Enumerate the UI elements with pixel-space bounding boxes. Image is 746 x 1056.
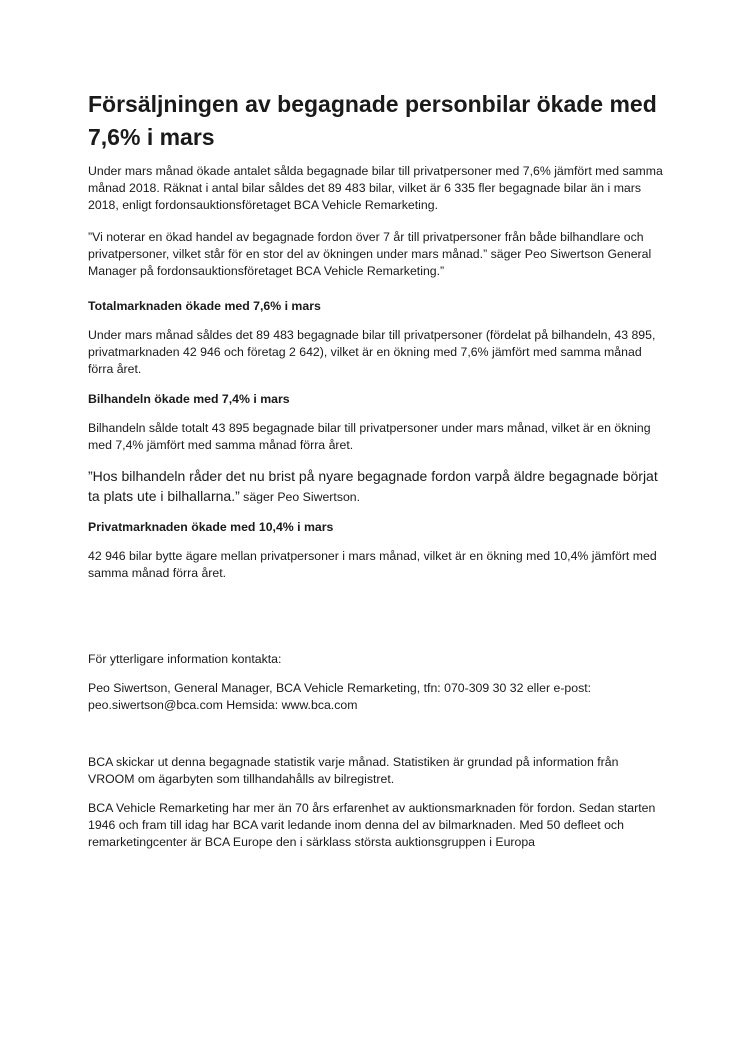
- quote-2-attribution: säger Peo Siwertson.: [239, 490, 361, 504]
- contact-details: Peo Siwertson, General Manager, BCA Vehicle Remarketing, tfn: 070-309 30 32 eller e-post: peo.siwertson@bca.com Hemsida: www.bca.com: [88, 681, 592, 712]
- section-heading-car-dealers: Bilhandeln ökade med 7,4% i mars: [88, 392, 290, 406]
- section-body-private-market: 42 946 bilar bytte ägare mellan privatpersoner i mars månad, vilket är en ökning med 10,4% jämfört med samma månad förra året.: [88, 549, 657, 580]
- section-body-total-market: Under mars månad såldes det 89 483 begagnade bilar till privatpersoner (fördelat på bilhandeln, 43 895, privatmarknaden 42 946 och företag 2 642), vilket är en ökning med 7,6% jämfört med samma månad förra året.: [88, 328, 656, 376]
- document-title: Försäljningen av begagnade personbilar ökade med 7,6% i mars: [88, 91, 657, 150]
- contact-heading: För ytterligare information kontakta:: [88, 652, 282, 666]
- intro-paragraph: Under mars månad ökade antalet sålda begagnade bilar till privatpersoner med 7,6% jämfört med samma månad 2018. Räknat i antal bilar såldes det 89 483 bilar, vilket är 6 335 fler begagnade bilar än i mars 2018, enligt fordonsauktionsföretaget BCA Vehicle Remarketing.: [88, 164, 663, 212]
- quote-paragraph-1: ”Vi noterar en ökad handel av begagnade fordon över 7 år till privatpersoner från både bilhandlare och privatpersoner, vilket står för en stor del av ökningen under mars månad.” säger Peo Siwertson General Manager på fordonsauktionsföretaget BCA Vehicle Remarketing.”: [88, 230, 652, 278]
- about-company-paragraph: BCA Vehicle Remarketing har mer än 70 års erfarenhet av auktionsmarknaden för fordon. Sedan starten 1946 och fram till idag har BCA varit ledande inom denna del av bilmarknaden. Med 50 defleet och remarketingcenter är BCA Europe den i särklass största auktionsgruppen i Europa: [88, 801, 656, 849]
- section-body-car-dealers: Bilhandeln sålde totalt 43 895 begagnade bilar till privatpersoner under mars månad, vilket är en ökning med 7,4% jämfört med samma månad förra året.: [88, 421, 651, 452]
- quote-paragraph-2: [88, 466, 668, 506]
- about-statistics-paragraph: BCA skickar ut denna begagnade statistik varje månad. Statistiken är grundad på information från VROOM om ägarbyten som tillhandahålls av bilregistret.: [88, 755, 619, 786]
- quote-2-text: ”Hos bilhandeln råder det nu brist på nyare begagnade fordon varpå äldre begagnade börjat ta plats ute i bilhallarna.”: [88, 468, 658, 504]
- section-heading-total-market: Totalmarknaden ökade med 7,6% i mars: [88, 299, 321, 313]
- section-heading-private-market: Privatmarknaden ökade med 10,4% i mars: [88, 520, 334, 534]
